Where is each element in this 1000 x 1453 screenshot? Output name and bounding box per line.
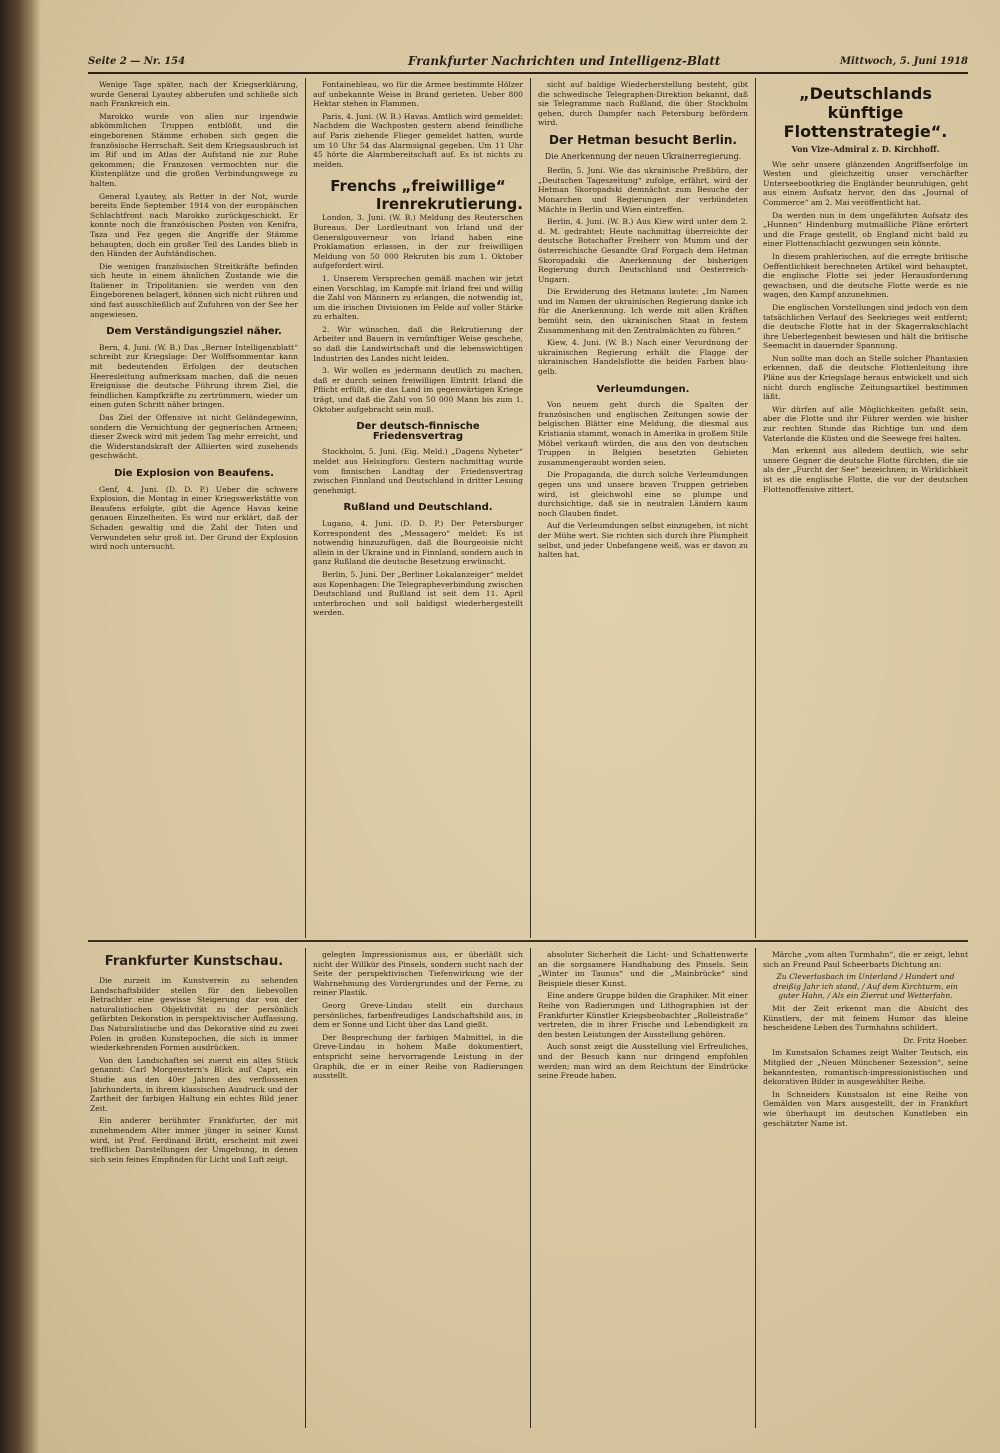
page-header [88,56,968,74]
paragraph: Berlin, 4. Juni. (W. B.) Aus Kiew wird unter dem 2. d. M. gedrahtet: Heute nachmittag überreichte der deutsche Botschafter Freiherr von Mumm und der österreichische Gesandte Graf Forgach dem Hetman Skoropadski die Anerkennung der bisherigen Regierung durch Deutschland und Oesterreich-Ungarn. [538,217,748,284]
issue-date: Mittwoch, 5. Juni 1918 [839,56,968,67]
paragraph: In Schneiders Kunstsalon ist eine Reihe von Gemälden von Marx ausgestellt, der in Frankfurt wie überhaupt im deutschen Kunstleben ein geschätzter Name ist. [763,1089,968,1128]
paragraph: Wir dürfen auf alle Möglichkeiten gefaßt sein, aber die Flotte und ihr Führer werden wie bisher zur rechten Stunde das Richtige tun und dem Vaterlande die Küsten und die Seewege frei halten. [763,404,968,443]
author-signature: Dr. Fritz Hoeber. [903,1035,968,1045]
paragraph: absoluter Sicherheit die Licht- und Schattenwerte an die sorgsamere Handhabung des Pinsels. Sein „Winter im Taunus“ und die „Mainbrücke“ sind Beispiele dieser Kunst. [538,950,748,988]
section-divider [88,940,968,942]
paragraph: Wenige Tage später, nach der Kriegserklärung, wurde General Lyautey abberufen und schließe sich nach Frankreich ein. [90,80,298,109]
headline-line: „Deutschlands [799,84,932,103]
paragraph: Bern, 4. Juni. (W. B.) Das „Berner Intelligenzblatt“ schreibt zur Kriegslage: Der Wolffsommentar kann mit bedeutenden Erfolgen der deutschen Heeresleitung aufmerksam machen, daß die neuen Ereignisse die deutsche Führung ihrem Ziel, die feindlichen Kampfkräfte zu zertrümmern, wieder um einen guten Schritt näher bringen. [90,342,298,410]
paragraph: Wie sehr unsere glänzenden Angriffserfolge im Westen und gleichzeitig unser verschärfter Unterseebootkrieg die Engländer beunruhigen, geht aus einem Aufsatz hervor, den das „Journal of Commerce“ am 2. Mai veröffentlicht hat. [763,159,968,207]
paragraph: Lugano, 4. Juni. (D. D. P.) Der Petersburger Korrespondent des „Messagero“ meldet: Es ist notwendig hinzuzufügen, daß die Bourgeoisie nicht allein in der Ukraine und in Finnland, sondern auch in ganz Rußland die deutsche Besetzung erwünscht. [313,518,523,567]
article-headline: Die Explosion von Beaufens. [114,467,274,479]
paragraph: Die Erwiderung des Hetmans lautete: „Im Namen und im Namen der ukrainischen Regierung danke ich für die Anerkennung. Ich werde mit allen Kräften bemüht sein, den ukrainischen Staat in festem Zusammenhang mit den Zentralmächten zu führen.“ [538,287,748,335]
paragraph: London, 3. Juni. (W. B.) Meldung des Reuterschen Bureaus. Der Lordleutnant von Irland und der Generalgouverneur von Irland haben eine Proklamation erlassen, in der zur freiwilligen Meldung von 50 000 Rekruten bis zum 1. Oktober aufgefordert wird. [313,213,523,271]
paragraph: gelegten Impressionismus aus, er überläßt sich nicht der Willkür des Pinsels, sondern sucht nach der Seite der perspektivischen Tiefenwirkung wie der Wahrnehmung des Vordergrundes und der Ferne, zu reiner Plastik. [313,950,523,998]
headline-line: Irenrekrutierung. [375,195,523,214]
newspaper-masthead: Frankfurter Nachrichten und Intelligenz-Blatt [408,54,721,68]
article-headline: Dem Verständigungsziel näher. [106,326,282,338]
paragraph: 2. Wir wünschen, daß die Rekrutierung der Arbeiter und Bauern in vernünftiger Weise geschehe, so daß die Landwirtschaft und die lebenswichtigen Industrien des Landes nicht leiden. [313,324,523,363]
paragraph: Eine andere Gruppe bilden die Graphiker. Mit einer Reihe von Radierungen und Lithographien ist der Frankfurter Künstler Kriegsbeobachter „Rolleistraße“ vertreten, die in ihrer Frische und Lebendigkeit zu den besten Leistungen der Ausstellung gehören. [538,991,748,1039]
column-rule [755,78,756,938]
column-rule [530,78,531,938]
kunstschau-column-2 [313,950,523,1428]
column-1 [90,80,298,935]
paragraph: Von neuem geht durch die Spalten der französischen und englischen Zeitungen sowie der belgischen Blätter eine Meldung, die diesmal aus Kristiania stammt, wonach in Amerika in großem Stile Möbel verkauft würden, die aus den von deutschen Truppen in Belgien besetzten Gebieten zusammengeraubt worden seien. [538,400,748,467]
paragraph: Kiew, 4. Juni. (W. B.) Nach einer Verordnung der ukrainischen Regierung erhält die Flagge der ukrainischen Handelsflotte die beiden Farben blau-gelb. [538,338,748,377]
paragraph: Mit der Zeit erkennt man die Absicht des Künstlers, der mit feinem Humor das kleine bescheidene Leben des Turmhahns schildert. [763,1003,968,1033]
paragraph: Paris, 4. Juni. (W. B.) Havas. Amtlich wird gemeldet: Nachdem die Wachposten gestern abend feindliche auf Paris ziehende Flieger gemeldet hatten, wurde um 10 Uhr 54 das Alarmsignal gegeben. Um 11 Uhr 45 hörte die Alarmbereitschaft auf. Es ist nichts zu melden. [313,111,523,169]
paragraph: Die wenigen französischen Streitkräfte befinden sich heute in einem ähnlichen Zustande wie die Italiener in Tripolitanien: sie werden von den Eingeborenen belagert, können sich nicht rühren und sind fast ausschließlich auf Zufuhren von der See her angewiesen. [90,261,298,319]
paragraph: Die zurzeit im Kunstverein zu sehenden Landschaftsbilder stellen für den liebevollen Betrachter eine gewisse Steigerung dar von der naturalistischen Objektivität zu der persönlich gefärbten Dekoration in perspektivischer Auffassung. Das Naturalistische und das Dekorative sind zu zwei Polen in großen Kunstepochen, die sich in immer wiederkehrenden Formen ausdrücken. [90,976,298,1053]
paragraph: Genf, 4. Juni. (D. D. P.) Ueber die schwere Explosion, die Montag in einer Kriegswerkstätte von Beaufens erfolgte, gibt die Agence Havas keine genauen Einzelheiten. Es wird nur erklärt, daß der Schaden gewaltig und die Zahl der Toten und Verwundeten sehr groß ist. Der Grund der Explosion wird noch untersucht. [90,484,298,552]
article-subheadline: Die Anerkennung der neuen Ukrainerregierung. [544,151,742,161]
paragraph: Märche „vom alten Turmhahn“, die er zeigt, lehnt sich an Freund Paul Scheerbarts Dichtung an: [763,950,968,969]
headline-line: Frenchs „freiwillige“ [330,177,506,196]
paragraph: Von den Landschaften sei zuerst ein altes Stück genannt: Carl Morgenstern's Blick auf Capri, ein Studie aus den 40er Jahren des verflossenen Jahrhunderts, in ihrem klassischen Ausdruck und der Zartheit der farbigen Haltung ein echtes Bild jener Zeit. [90,1055,298,1113]
article-headline: Der Hetman besucht Berlin. [549,132,737,147]
feuilleton-title: Frankfurter Kunstschau. [104,954,284,969]
headline-line: künftige Flottenstrategie“. [783,103,948,141]
paragraph: Ein anderer berühmter Frankfurter, der mit zunehmendem Alter immer jünger in seiner Kunst wird, ist Prof. Ferdinand Brütt, erscheint mit zwei trefflichen Darstellungen der Umgebung, in denen sich sein feines Empfinden für Licht und Luft zeigt. [90,1116,298,1164]
paragraph: Stockholm, 5. Juni. (Eig. Meld.) „Dagens Nyheter“ meldet aus Helsingfors: Gestern nachmittag wurde vom finnischen Landtag der Friedensvertrag zwischen Finnland und Deutschland in dritter Lesung genehmigt. [313,447,523,495]
column-4 [763,80,968,935]
paragraph: Marokko wurde von allen nur irgendwie abkömmlichen Truppen entblößt, und die eingeborenen Stämme erhoben sich gegen die französische Herrschaft. Seit dem Kriegsausbruch ist im Rif und im Atlas der Aufstand nie zur Ruhe gekommen; die Franzosen vermochten nur die Küstenplätze und die großen Verbindungswege zu halten. [90,111,298,188]
column-rule [305,948,306,1428]
paragraph: Man erkennt aus alledem deutlich, wie sehr unsere Gegner die deutsche Flotte fürchten, die sie als der „Furcht der See“ bezeichnen; in Wirklichkeit ist es die englische Flotte, die vor der deutschen Flottenoffensive zittert. [763,446,968,494]
kunstschau-column-3 [538,950,748,1428]
paragraph: Nun sollte man doch an Stelle solcher Phantasien erkennen, daß die deutsche Flottenleitung ihre Pläne aus der Kriegslage heraus entwickelt und sich nicht durch englische Zeitungsartikel bestimmen läßt. [763,353,968,402]
article-headline [313,177,523,213]
paragraph: Der Besprechung der farbigen Malmittel, in die Greve-Lindau in hohem Maße dokumentiert, entspricht seine hervorragende Leistung in der Graphik, die er in einer Reihe von Radierungen ausstellt. [313,1032,523,1081]
paragraph: Georg Greve-Lindau stellt ein durchaus persönliches, farbenfreudiges Landschaftsbild aus, in dem er Sonne und Licht über das Land gießt. [313,1000,523,1030]
paragraph: Die Propaganda, die durch solche Verleumdungen gegen uns und unsere braven Truppen getrieben wird, ist gleichwohl eine so plumpe und durchsichtige, daß sie in neutralen Ländern kaum noch Glauben findet. [538,470,748,518]
column-3 [538,80,748,935]
article-headline: Der deutsch-finnische Friedensvertrag [356,421,480,442]
paragraph: Auch sonst zeigt die Ausstellung viel Erfreuliches, und der Besuch kann nur dringend empfohlen werden; man wird an dem Reichtum der Eindrücke seine Freude haben. [538,1042,748,1081]
page-number: Seite 2 — Nr. 154 [88,56,186,67]
paragraph: General Lyautey, als Retter in der Not, wurde bereits Ende September 1914 von der europäischen Schlachtfront nach Marokko zurückgeschickt. Er konnte noch die französischen Posten von Kenifra, Taza und Fez gegen die Angriffe der Stämme behaupten, doch ein großer Teil des Landes blieb in den Händen der Aufständischen. [90,191,298,259]
kunstschau-column-4 [763,950,968,1428]
paragraph: Da werden nun in dem ungefährten Aufsatz des „Hunnen“ Hindenburg mutmaßliche Pläne erörtert und die Frage gestellt, ob England nicht bald zu einer Flottenschlacht gezwungen sein könnte. [763,210,968,249]
book-binding [0,0,40,1453]
verse: Zu Cleverlusbach im Unterland / Hundert und dreißig Jahr ich stand, / Auf dem Kirchturm, ein guter Hahn, / Als ein Zierrat und Wetterfahn. [773,972,958,1001]
column-rule [755,948,756,1428]
column-rule [530,948,531,1428]
byline: Von Vize-Admiral z. D. Kirchhoff. [791,144,940,154]
paragraph: sicht auf baldige Wiederherstellung besteht, gibt die schwedische Telegraphen-Direktion bekannt, daß sie Telegramme nach Rußland, die über Stockholm gehen, durch Dampfer nach Petersburg befördern wird. [538,80,748,128]
paragraph: Das Ziel der Offensive ist nicht Geländegewinn, sondern die Vernichtung der gegnerischen Armeen; dieser Zweck wird mit jedem Tag mehr erreicht, und die Widerstandskraft der Alliierten wird zusehends geschwächt. [90,413,298,461]
column-rule [305,78,306,938]
column-2 [313,80,523,935]
paragraph: Fontainebleau, wo für die Armee bestimmte Hölzer auf unbekannte Weise in Brand gerieten. Ueber 800 Hektar stehen in Flammen. [313,80,523,109]
paragraph: Berlin, 5. Juni. Wie das ukrainische Preßbüro, der „Deutschen Tageszeitung“ zufolge, erfährt, wird der Hetman Skoropadski demnächst zum Besuche der Monarchen und Regierungen der verbündeten Mächte in Berlin und Wien eintreffen. [538,166,748,214]
paragraph: Im Kunstsalon Schames zeigt Walter Teutsch, ein Mitglied der „Neuen Münchener Sezession“, seine bekanntesten, romantisch-impressionistischen und dekorativen Bilder in ausgewählter Reihe. [763,1048,968,1087]
article-headline: Rußland und Deutschland. [343,502,493,514]
paragraph: Berlin, 5. Juni. Der „Berliner Lokalanzeiger“ meldet aus Kopenhagen: Die Telegrapheverbindung zwischen Deutschland und Rußland ist seit dem 11. April unterbrochen und soll baldigst wiederhergestellt werden. [313,569,523,618]
article-headline: Verleumdungen. [596,383,690,395]
paragraph: Die englischen Vorstellungen sind jedoch von dem tatsächlichen Verlauf des Seekrieges weit entfernt; die deutsche Flotte hat in der Skagerrakschlacht ihre Ueberlegenheit bewiesen und hält die britische Seemacht in dauernder Spannung. [763,302,968,351]
paragraph: 3. Wir wollen es jedermann deutlich zu machen, daß er durch seinen freiwilligen Eintritt Irland die Pflicht erfüllt, die das Land im gegenwärtigen Kriege trägt, und daß die Zahl von 50 000 Mann bis zum 1. Oktober aufgebracht sein muß. [313,366,523,414]
paragraph: In diesem prahlerischen, auf die erregte britische Oeffentlichkeit berechneten Artikel wird behauptet, die englische Flotte sei jeder Herausforderung gewachsen, und die deutsche Flotte werde es nie wagen, den Kampf anzunehmen. [763,251,968,300]
paragraph: 1. Unserem Versprechen gemäß machen wir jetzt einen Vorschlag, im Kampfe mit Irland frei und willig die Zahl von Männern zu erlangen, die notwendig ist, um die irischen Divisionen im Felde auf voller Stärke zu erhalten. [313,273,523,322]
kunstschau-column-1 [90,950,298,1428]
article-headline [763,84,968,141]
paragraph: Auf die Verleumdungen selbst einzugehen, ist nicht der Mühe wert. Sie richten sich durch ihre Plumpheit selbst, und jeder Unbefangene weiß, was er davon zu halten hat. [538,521,748,560]
